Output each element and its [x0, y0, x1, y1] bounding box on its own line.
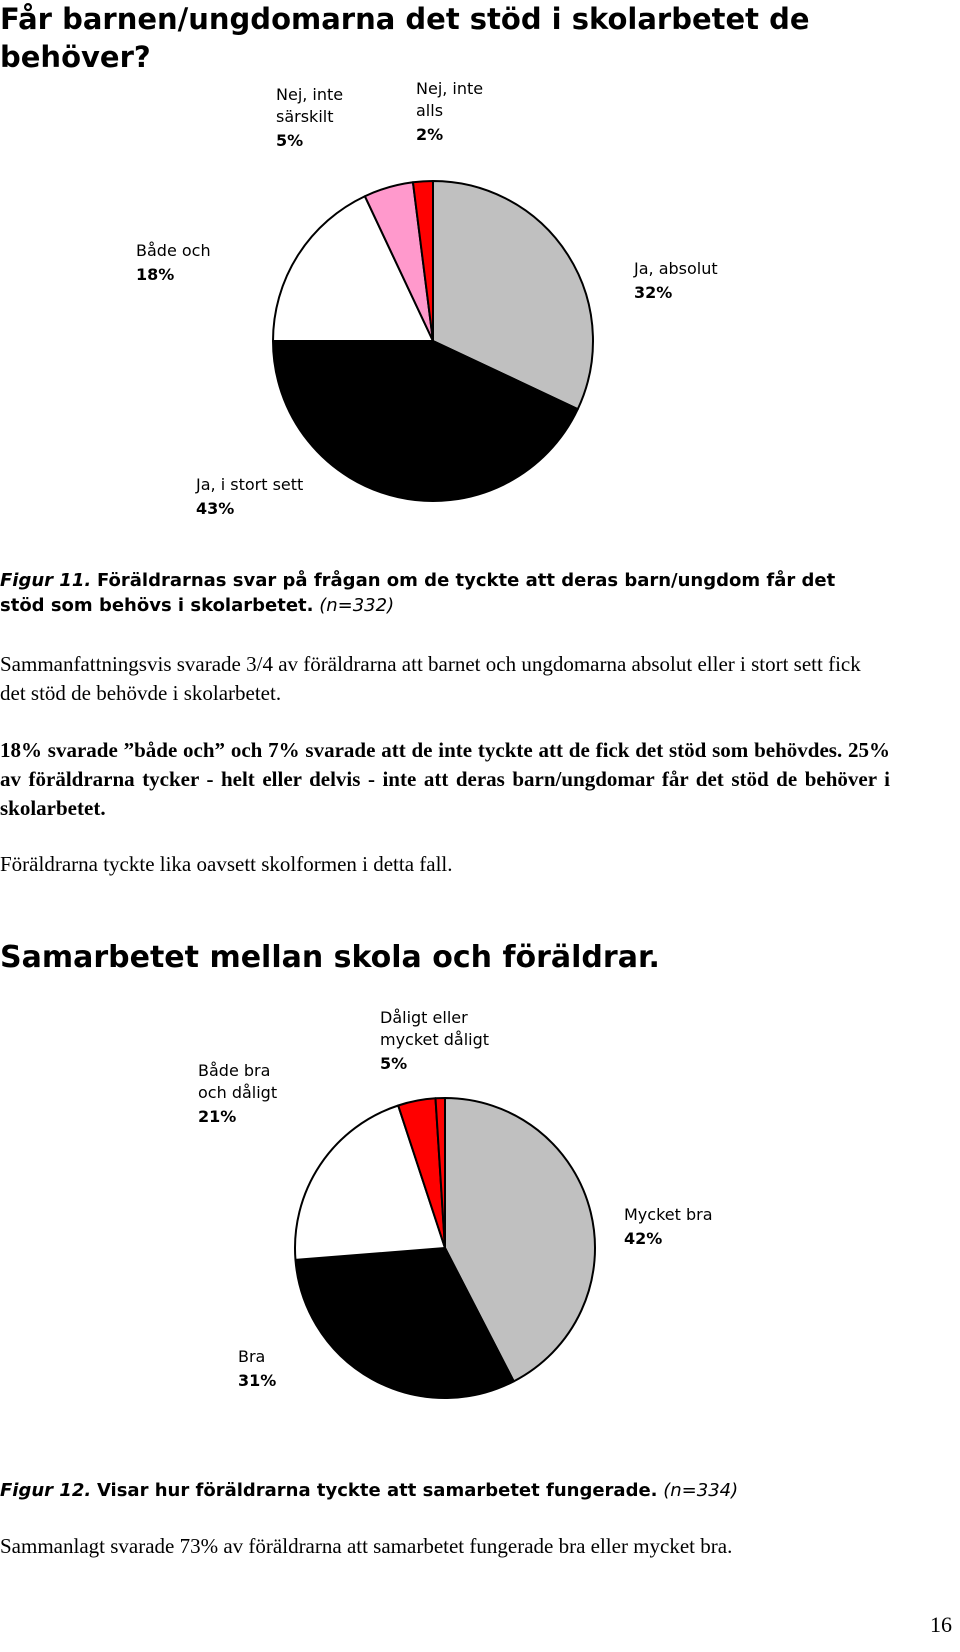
pie-chart-support	[270, 178, 600, 508]
pie-chart-cooperation	[292, 1095, 604, 1407]
page-number: 16	[930, 1612, 952, 1637]
figure-11-caption: Figur 11. Föräldrarnas svar på frågan om de tyckte att deras barn/ungdom får det stöd som behövs i skolarbetet. (n=332)	[0, 570, 836, 616]
pie2-label-bade-bra-och-daligt: Både bra och dåligt 21%	[198, 1061, 278, 1126]
pie1-label-ja-i-stort-sett: Ja, i stort sett 43%	[196, 475, 304, 518]
pie1-label-ja-absolut: Ja, absolut 32%	[634, 259, 718, 302]
paragraph-both-and: 18% svarade ”både och” och 7% svarade att de inte tyckte att de fick det stöd som behövdes. 25% av föräldrarna tycker - helt eller delvis - inte att deras barn/ungdomar får det stöd de behöver i skolarbetet.	[0, 738, 890, 820]
pie1-label-nej-inte-sarskilt: Nej, inte särskilt 5%	[276, 85, 344, 150]
pie1-label-bade-och: Både och 18%	[136, 241, 211, 284]
pie2-label-daligt: Dåligt eller mycket dåligt 5%	[380, 1008, 490, 1073]
paragraph-school-form: Föräldrarna tyckte lika oavsett skolformen i detta fall.	[0, 852, 453, 876]
pie2-label-mycket-bra: Mycket bra 42%	[624, 1205, 713, 1248]
pie2-label-bra: Bra 31%	[238, 1347, 277, 1390]
section-heading-cooperation: Samarbetet mellan skola och föräldrar.	[0, 940, 660, 975]
paragraph-summary: Sammanfattningsvis svarade 3/4 av föräldrarna att barnet och ungdomarna absolut eller i stort sett fick det stöd de behövde i skolarbetet.	[0, 652, 861, 705]
paragraph-cooperation-summary: Sammanlagt svarade 73% av föräldrarna att samarbetet fungerade bra eller mycket bra.	[0, 1534, 733, 1558]
pie1-label-nej-inte-alls: Nej, inte alls 2%	[416, 79, 484, 144]
section-heading-support: Får barnen/ungdomarna det stöd i skolarbetet de behöver?	[0, 2, 810, 74]
figure-12-caption: Figur 12. Visar hur föräldrarna tyckte att samarbetet fungerade. (n=334)	[0, 1480, 739, 1501]
